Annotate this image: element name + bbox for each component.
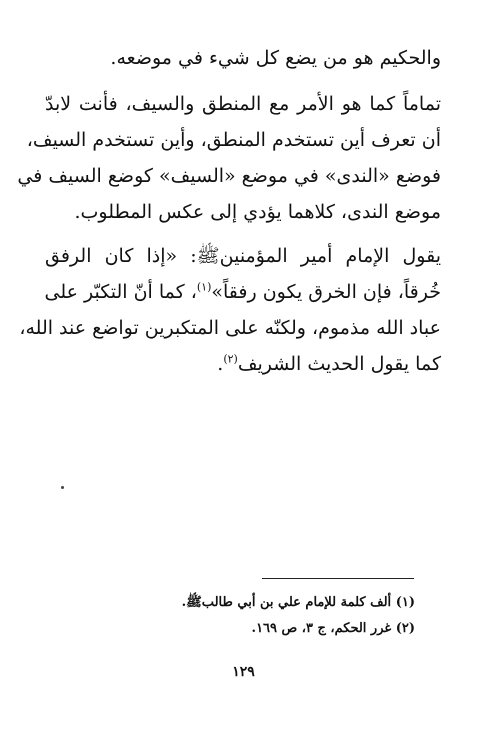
text-line (45, 346, 441, 382)
footnote-1: (١) ألف كلمة للإمام علي بن أبي طالبﷺ. (181, 595, 415, 610)
paragraph-1 (45, 40, 441, 76)
paragraph-2 (17, 86, 441, 230)
text-line: فوضع «الندى» في موضع «السيف» كوضع السيف في (17, 165, 441, 187)
text-line: تماماً كما هو الأمر مع المنطق والسيف، فأنت لابدّ (45, 93, 441, 115)
text-line: أن تعرف أين تستخدم المنطق، وأين تستخدم السيف، (26, 129, 441, 151)
text-line: يقول الإمام أمير المؤمنينﷺ: «إذا كان الرفق (45, 245, 441, 267)
text-line: موضع الندى، كلاهما يؤدي إلى عكس المطلوب. (74, 201, 441, 223)
footnote-marker-1: (١) (196, 280, 212, 294)
text-line: عباد الله مذموم، ولكنّه على المتكبرين تواضع عند الله، (19, 317, 441, 339)
text-line (45, 274, 441, 310)
text-line: والحكيم هو من يضع كل شيء في موضعه. (110, 47, 441, 69)
text-segment: كما يقول الحديث الشريف (237, 353, 441, 375)
quote-text: خُرقاً، فإن الخرق يكون رفقاً» (211, 281, 441, 303)
stray-dot (61, 486, 64, 489)
text-continuation: ، كما أنّ التكبّر على (44, 281, 197, 303)
footnote-2: (٢) غرر الحكم، ج ٣، ص ١٦٩. (251, 621, 415, 636)
paragraph-3 (19, 238, 441, 382)
footnote-marker-2: (٢) (223, 352, 238, 366)
footnote-separator (262, 578, 414, 579)
text-continuation: . (217, 353, 224, 375)
page-number: ١٢٩ (232, 664, 255, 680)
